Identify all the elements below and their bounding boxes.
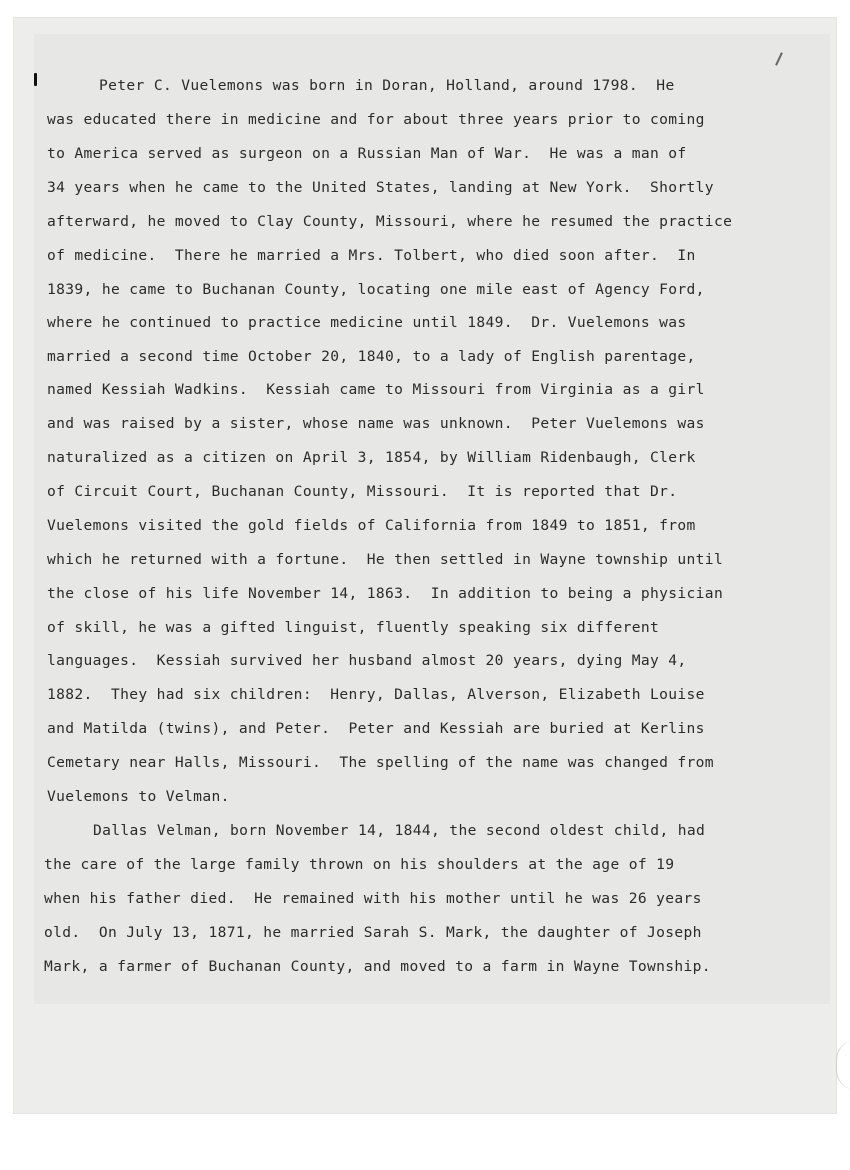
text-line: 34 years when he came to the United States, landing at New York. Shortly — [47, 179, 714, 196]
text-line: naturalized as a citizen on April 3, 1854, by William Ridenbaugh, Clerk — [47, 449, 696, 466]
text-line: to America served as surgeon on a Russian Man of War. He was a man of — [47, 145, 687, 162]
text-line: old. On July 13, 1871, he married Sarah S. Mark, the daughter of Joseph — [44, 924, 702, 941]
text-line: Mark, a farmer of Buchanan County, and moved to a farm in Wayne Township. — [44, 958, 711, 975]
text-line: and Matilda (twins), and Peter. Peter and Kessiah are buried at Kerlins — [47, 720, 705, 737]
text-line: 1839, he came to Buchanan County, locating one mile east of Agency Ford, — [47, 281, 705, 298]
text-line: of skill, he was a gifted linguist, fluently speaking six different — [47, 619, 660, 636]
text-line: 1882. They had six children: Henry, Dallas, Alverson, Elizabeth Louise — [47, 686, 705, 703]
text-line: Dallas Velman, born November 14, 1844, the second oldest child, had — [93, 822, 706, 839]
text-line: afterward, he moved to Clay County, Missouri, where he resumed the practice — [47, 213, 733, 230]
text-line: which he returned with a fortune. He then settled in Wayne township until — [47, 551, 724, 568]
text-line: of medicine. There he married a Mrs. Tolbert, who died soon after. In — [47, 247, 696, 264]
text-line: named Kessiah Wadkins. Kessiah came to Missouri from Virginia as a girl — [47, 381, 705, 398]
text-line: and was raised by a sister, whose name was unknown. Peter Vuelemons was — [47, 415, 705, 432]
text-line: of Circuit Court, Buchanan County, Missouri. It is reported that Dr. — [47, 483, 678, 500]
text-line: where he continued to practice medicine until 1849. Dr. Vuelemons was — [47, 314, 687, 331]
text-line: Vuelemons visited the gold fields of California from 1849 to 1851, from — [47, 517, 696, 534]
text-line: Vuelemons to Velman. — [47, 788, 230, 805]
text-line: Peter C. Vuelemons was born in Doran, Holland, around 1798. He — [99, 77, 675, 94]
text-line: was educated there in medicine and for about three years prior to coming — [47, 111, 705, 128]
text-line: the close of his life November 14, 1863. In addition to being a physician — [47, 585, 724, 602]
text-line: when his father died. He remained with his mother until he was 26 years — [44, 890, 702, 907]
text-line: Cemetary near Halls, Missouri. The spelling of the name was changed from — [47, 754, 714, 771]
text-line: the care of the large family thrown on his shoulders at the age of 19 — [44, 856, 675, 873]
text-line: married a second time October 20, 1840, to a lady of English parentage, — [47, 348, 696, 365]
text-line: languages. Kessiah survived her husband almost 20 years, dying May 4, — [47, 652, 687, 669]
